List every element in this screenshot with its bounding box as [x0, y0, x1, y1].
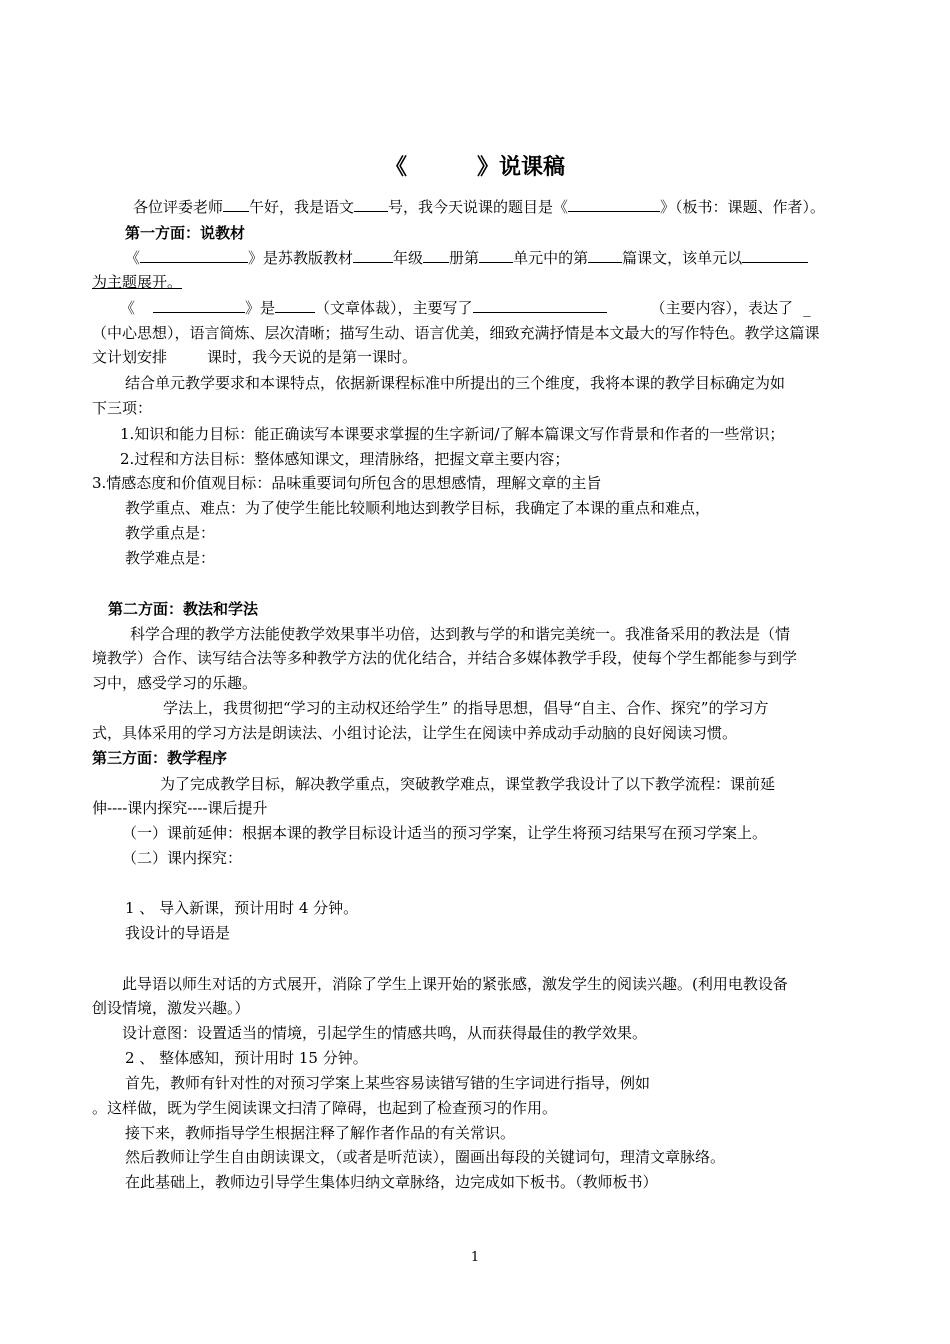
paragraph-line: （一）课前延伸：根据本课的教学目标设计适当的预习学案，让学生将预习结果写在预习学案上。 — [122, 824, 768, 842]
paragraph-line: 设计意图：设置适当的情境，引起学生的情感共鸣，从而获得最佳的教学效果。 — [122, 1024, 648, 1042]
blank — [353, 247, 393, 263]
paragraph-line: 学法上，我贯彻把“学习的主动权还给学生” 的指导思想，倡导“自主、合作、探究”的学习方 — [163, 699, 769, 717]
paragraph-line: 此导语以师生对话的方式展开，消除了学生上课开始的紧张感，激发学生的阅读兴趣。(利用电教设备 — [122, 975, 788, 993]
blank — [423, 247, 449, 263]
paragraph-line: 接下来，教师指导学生根据注释了解作者作品的有关常识。 — [125, 1124, 516, 1142]
step-item: 2 、 整体感知，预计用时 15 分钟。 — [125, 1049, 368, 1067]
paragraph-line: 教学重点、难点：为了使学生能比较顺利地达到教学目标，我确定了本课的重点和难点， — [125, 499, 711, 517]
title-close: 》说课稿 — [477, 155, 566, 180]
paragraph-line: （中心思想），语言简炼、层次清晰；描写生动、语言优美，细致充满抒情是本文最大的写作特色。教学这篇课 — [92, 324, 820, 342]
blank — [140, 247, 248, 263]
section-3-heading: 第三方面：教学程序 — [92, 749, 228, 767]
intro-line: 各位评委老师 午好，我是语文 号，我今天说课的题目是《 》（板书：课题、作者）。 — [133, 198, 826, 216]
title-open: 《 — [384, 155, 407, 180]
blank — [479, 247, 513, 263]
paragraph-line: 我设计的导语是 — [125, 924, 231, 942]
paragraph-line: 《 》是 （文章体裁），主要写了 （主要内容），表达了 _ — [120, 299, 811, 317]
paragraph-line: 式，具体采用的学习方法是朗读法、小组讨论法，让学生在阅读中养成动手动脑的良好阅读习惯。 — [92, 724, 738, 742]
blank — [153, 297, 245, 313]
difficulty-label: 教学难点是： — [125, 549, 216, 567]
paragraph-line: 在此基础上，教师边引导学生集体归纳文章脉络，边完成如下板书。（教师板书） — [125, 1173, 658, 1191]
paragraph-line: 结合单元教学要求和本课特点，依据新课程标准中所提出的三个维度，我将本课的教学目标确定为如 — [125, 374, 786, 392]
paragraph-line: 科学合理的教学方法能使教学效果事半功倍，达到教与学的和谐完美统一。我准备采用的教法是（情 — [130, 625, 791, 643]
objective-item: 3.情感态度和价值观目标：品味重要词句所包含的思想感情，理解文章的主旨 — [92, 474, 602, 492]
blank — [568, 196, 660, 212]
blank — [223, 196, 249, 212]
section-1-heading: 第一方面：说教材 — [125, 224, 246, 242]
paragraph-line: 。这样做，既为学生阅读课文扫清了障碍，也起到了检查预习的作用。 — [92, 1099, 558, 1117]
paragraph-line: （二）课内探究： — [122, 849, 243, 867]
paragraph-line: 为了完成教学目标，解决教学重点，突破教学难点，课堂教学我设计了以下教学流程：课前延 — [160, 775, 776, 793]
section-2-heading: 第二方面：教法和学法 — [108, 600, 259, 618]
paragraph-line: 然后教师让学生自由朗读课文，（或者是听范读），圈画出每段的关键词句，理清文章脉络。 — [125, 1148, 726, 1166]
paragraph-line: 首先，教师有针对性的对预习学案上某些容易读错写错的生字词进行指导，例如 — [125, 1074, 651, 1092]
paragraph-line: 伸----课内探究----课后提升 — [92, 799, 268, 817]
page-number: 1 — [470, 1250, 480, 1265]
blank — [275, 297, 315, 313]
paragraph-line: 境教学）合作、读写结合法等多种教学方法的优化结合，并结合多媒体教学手段，使每个学生都能参与到学 — [92, 649, 798, 667]
blank — [473, 297, 607, 313]
key-point-label: 教学重点是： — [125, 524, 216, 542]
blank — [354, 196, 388, 212]
blank — [742, 247, 808, 263]
page-title — [0, 150, 950, 181]
step-item: 1 、 导入新课，预计用时 4 分钟。 — [125, 899, 359, 917]
paragraph-line: 下三项： — [92, 399, 153, 417]
paragraph-line: 习中，感受学习的乐趣。 — [92, 674, 258, 692]
objective-item: 1.知识和能力目标：能正确读写本课要求掌握的生字新词/了解本篇课文写作背景和作者的一些常识； — [120, 425, 785, 443]
paragraph-line: 创设情境，激发兴趣。） — [92, 999, 250, 1017]
blank — [588, 247, 622, 263]
paragraph-line: 文计划安排 课时，我今天说的是第一课时。 — [92, 348, 418, 366]
paragraph-line: 《 》是苏教版教材 年级 册第 单元中的第 篇课文，该单元以 — [125, 247, 808, 269]
objective-item: 2.过程和方法目标：整体感知课文，理清脉络，把握文章主要内容； — [120, 450, 570, 468]
paragraph-line: 为主题展开。 — [92, 273, 183, 291]
